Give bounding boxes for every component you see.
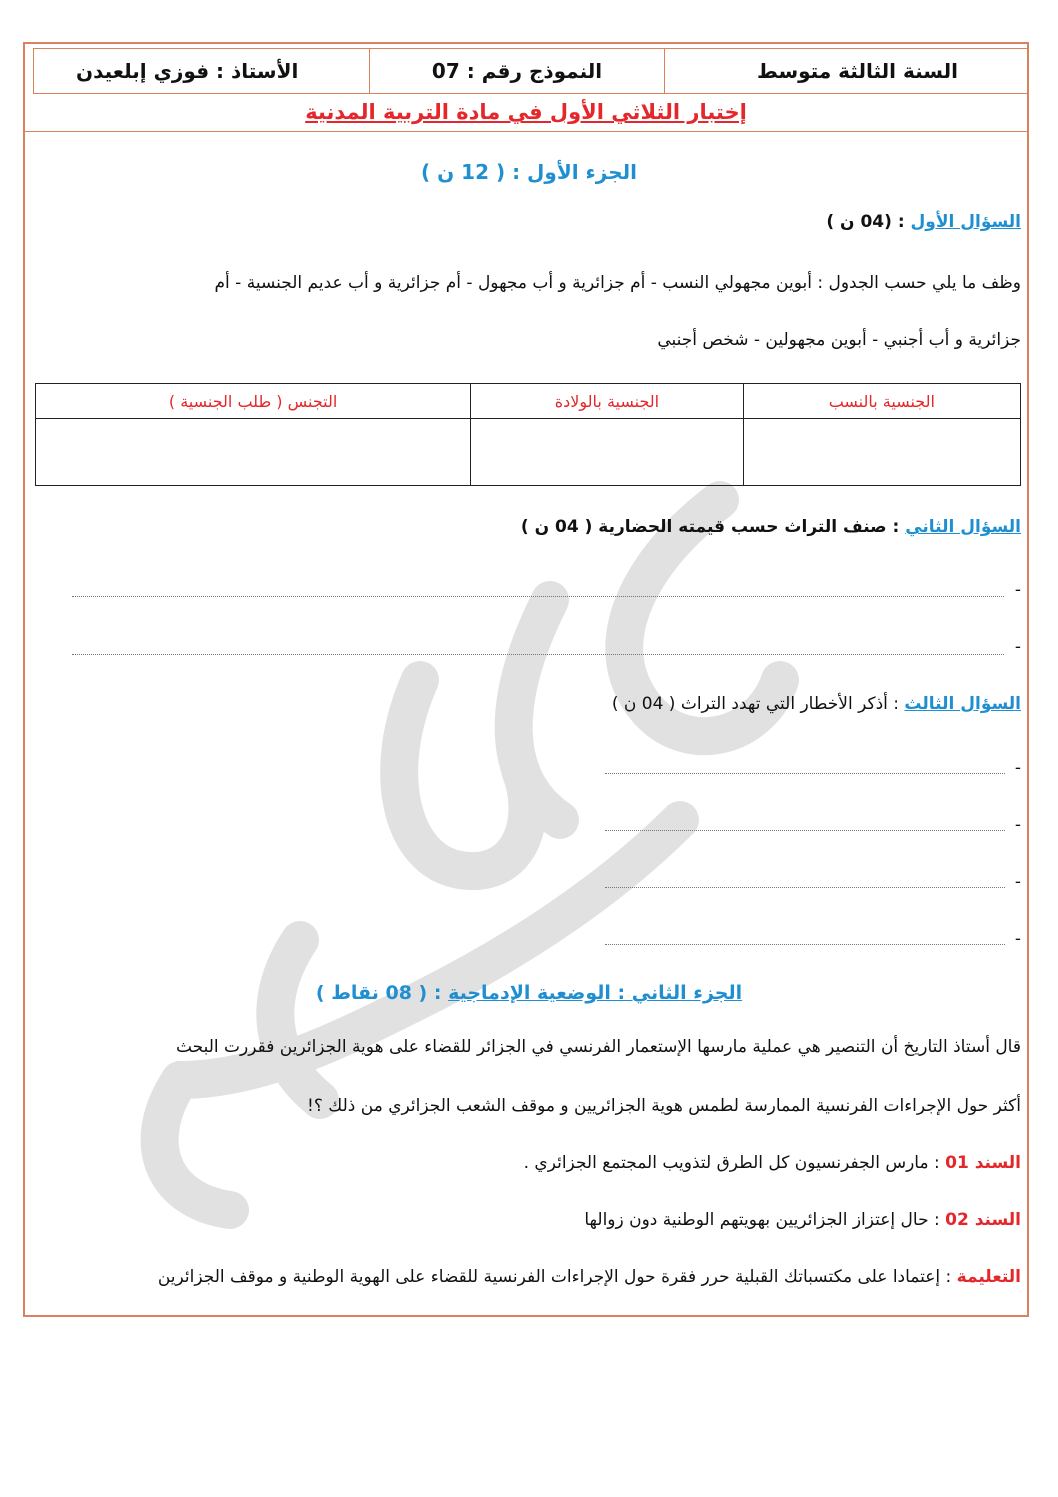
part2-text-line2: أكثر حول الإجراءات الفرنسية الممارسة لطمس هوية الجزائريين و موقف الشعب الجزائري من ذلك ؟! bbox=[307, 1096, 1021, 1116]
document-2-text: : حال إعتزاز الجزائريين بهويتهم الوطنية دون زوالها bbox=[584, 1210, 946, 1230]
answer-line[interactable] bbox=[72, 596, 1004, 597]
answer-dash: - bbox=[1014, 929, 1021, 949]
answer-line[interactable] bbox=[72, 654, 1004, 655]
table-answer-cell[interactable] bbox=[471, 419, 743, 486]
exam-title-row bbox=[23, 94, 1029, 132]
header-model: النموذج رقم : 07 bbox=[370, 49, 664, 93]
table-header: الجنسية بالولادة bbox=[471, 384, 743, 419]
document-1 bbox=[524, 1153, 1021, 1173]
table-header: الجنسية بالنسب bbox=[743, 384, 1020, 419]
document-2-label: السند 02 bbox=[945, 1210, 1021, 1230]
document-1-text: : مارس الجفرنسيون كل الطرق لتذويب المجتمع الجزائري . bbox=[523, 1153, 946, 1173]
answer-dash: - bbox=[1014, 580, 1021, 600]
table-header: التجنس ( طلب الجنسية ) bbox=[36, 384, 471, 419]
answer-dash: - bbox=[1014, 872, 1021, 892]
question-2-heading bbox=[521, 517, 1021, 537]
instruction-text: : إعتمادا على مكتسباتك القبلية حرر فقرة حول الإجراءات الفرنسية للقضاء على الهوية الوطنية و موقف الجزائرين bbox=[157, 1267, 957, 1287]
question-2-text: : صنف التراث حسب قيمته الحضارية ( 04 ن ) bbox=[520, 517, 906, 537]
part2-text-line1: قال أستاذ التاريخ أن التنصير هي عملية مارسها الإستعمار الفرنسي في الجزائر للقضاء على هوية الجزائرين فقررت البحث bbox=[175, 1037, 1021, 1057]
table-answer-cell[interactable] bbox=[743, 419, 1020, 486]
header-teacher: الأستاذ : فوزي إبلعيدن bbox=[34, 49, 370, 93]
answer-line[interactable] bbox=[605, 773, 1005, 774]
question-1-heading bbox=[826, 212, 1021, 232]
answer-dash: - bbox=[1014, 758, 1021, 778]
answer-line[interactable] bbox=[605, 944, 1005, 945]
part1-title: الجزء الأول : ( 12 ن ) bbox=[421, 160, 637, 184]
instruction-label: التعليمة bbox=[956, 1267, 1021, 1287]
question-3-label: السؤال الثالث bbox=[904, 694, 1021, 714]
part2-label: الجزء الثاني : الوضعية الإدماجية bbox=[448, 982, 743, 1004]
part2-title bbox=[0, 982, 1058, 1004]
question-3-heading bbox=[612, 694, 1021, 714]
header-level: السنة الثالثة متوسط bbox=[757, 59, 958, 83]
exam-title: إختبار الثلاثي الأول في مادة التربية المدنية bbox=[305, 100, 747, 124]
instruction bbox=[158, 1267, 1021, 1287]
part2-points: : ( 08 نقاط ) bbox=[315, 982, 449, 1004]
question-1-text-line2: جزائرية و أب أجنبي - أبوين مجهولين - شخص أجنبي bbox=[657, 330, 1021, 350]
answer-line[interactable] bbox=[605, 830, 1005, 831]
answer-line[interactable] bbox=[605, 887, 1005, 888]
page-frame bbox=[23, 42, 1029, 1317]
answer-dash: - bbox=[1014, 815, 1021, 835]
question-3-text: : أذكر الأخطار التي تهدد التراث ( 04 ن ) bbox=[611, 694, 905, 714]
question-1-points: : (04 ن ) bbox=[826, 212, 911, 232]
table-answer-cell[interactable] bbox=[36, 419, 471, 486]
answer-dash: - bbox=[1014, 637, 1021, 657]
header-table bbox=[33, 48, 1029, 94]
question-1-text-line1: وظف ما يلي حسب الجدول : أبوين مجهولي النسب - أم جزائرية و أب مجهول - أم جزائرية و أب عديم الجنسية - أم bbox=[214, 273, 1021, 293]
document-1-label: السند 01 bbox=[945, 1153, 1021, 1173]
nationality-table bbox=[35, 383, 1021, 486]
document-2 bbox=[584, 1210, 1021, 1230]
question-1-label: السؤال الأول bbox=[910, 212, 1021, 232]
question-2-label: السؤال الثاني bbox=[905, 517, 1021, 537]
